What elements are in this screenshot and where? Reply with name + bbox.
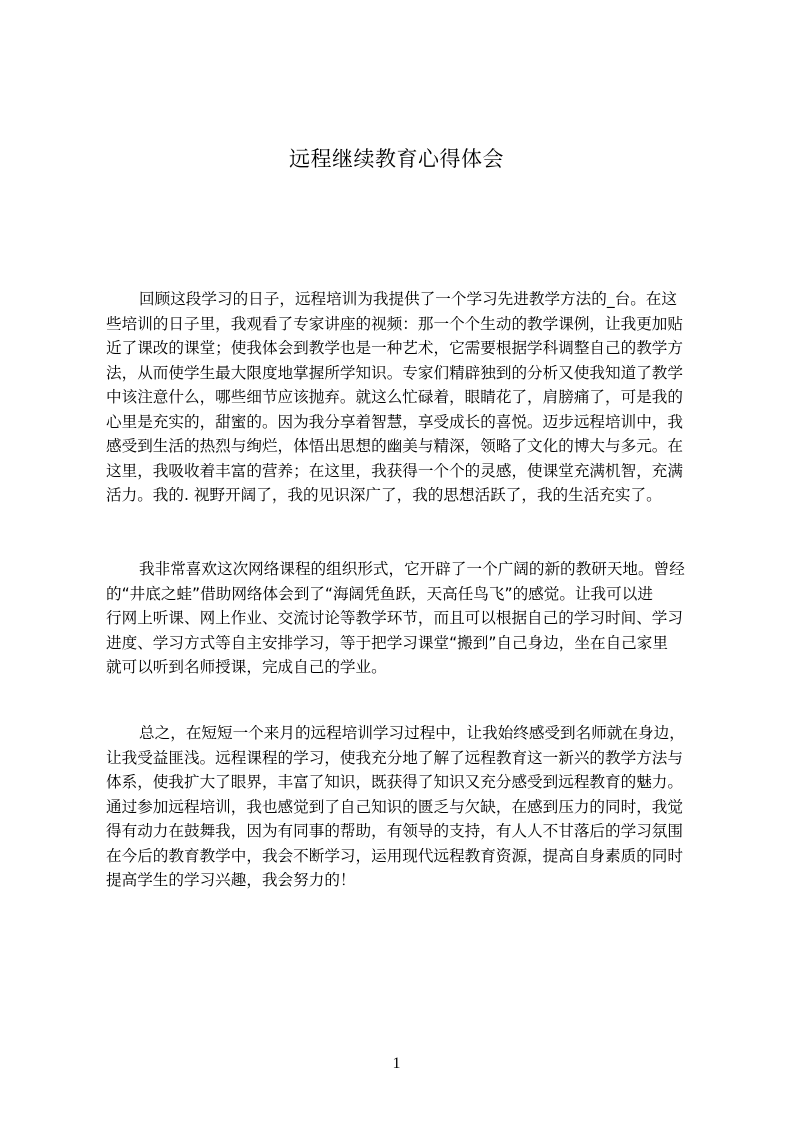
text-line: 得有动力在鼓舞我，因为有同事的帮助，有领导的支持，有人人不甘落后的学习氛围: [106, 822, 683, 840]
text-line: 进度、学习方式等自主安排学习，等于把学习课堂“搬到”自己身边，坐在自己家里: [106, 633, 668, 652]
text-line: 这里，我吸收着丰富的营养；在这里，我获得一个个的灵感，使课堂充满机智，充满: [106, 461, 683, 480]
paragraph-2: [106, 557, 700, 680]
document-title: 远程继续教育心得体会: [289, 147, 504, 171]
text-line: 就可以听到名师授课，完成自己的学业。: [106, 658, 387, 676]
text-line: 通过参加远程培训，我也感觉到了自己知识的匮乏与欠缺，在感到压力的同时，我觉: [106, 797, 683, 816]
text-line: 总之，在短短一个来月的远程培训学习过程中，让我始终感受到名师就在身边，: [139, 724, 685, 742]
text-line: 提高学生的学习兴趣，我会努力的！: [106, 871, 356, 889]
text-line: 法，从而使学生最大限度地掌握所学知识。专家们精辟独到的分析又使我知道了教学: [106, 363, 683, 382]
text-line: 些培训的日子里，我观看了专家讲座的视频：那一个个生动的教学课例，让我更加贴: [106, 314, 683, 333]
text-line: 感受到生活的热烈与绚烂，体悟出思想的幽美与精深，领略了文化的博大与多元。在: [106, 437, 683, 455]
text-line: 回顾这段学习的日子，远程培训为我提供了一个学习先进教学方法的_台。在这: [139, 290, 677, 308]
paragraph-3: [106, 721, 700, 893]
text-line: 活力。我的. 视野开阔了，我的见识深广了，我的思想活跃了，我的生活充实了。: [106, 486, 662, 504]
page-number: 1: [392, 1055, 401, 1072]
text-line: 我非常喜欢这次网络课程的组织形式，它开辟了一个广阔的新的教研天地。曾经: [139, 560, 685, 578]
text-line: 体系，使我扩大了眼界，丰富了知识，既获得了知识又充分感受到远程教育的魅力。: [106, 773, 683, 791]
text-line: 让我受益匪浅。远程课程的学习，使我充分地了解了远程教育这一新兴的教学方法与: [106, 748, 683, 767]
text-line: 的“井底之蛙”借助网络体会到了“海阔凭鱼跃，天高任鸟飞”的感觉。让我可以进: [106, 584, 653, 603]
text-line: 在今后的教育教学中，我会不断学习，运用现代远程教育资源，提高自身素质的同时: [106, 846, 683, 865]
text-line: 行网上听课、网上作业、交流讨论等教学环节，而且可以根据自己的学习时间、学习: [106, 609, 683, 627]
text-line: 近了课改的课堂；使我体会到教学也是一种艺术，它需要根据学科调整自己的教学方: [106, 339, 683, 357]
paragraph-1: [106, 287, 700, 508]
text-line: 中该注意什么，哪些细节应该抛弃。就这么忙碌着，眼睛花了，肩膀痛了，可是我的: [106, 388, 683, 406]
text-line: 心里是充实的，甜蜜的。因为我分享着智慧，享受成长的喜悦。迈步远程培训中，我: [106, 412, 683, 431]
